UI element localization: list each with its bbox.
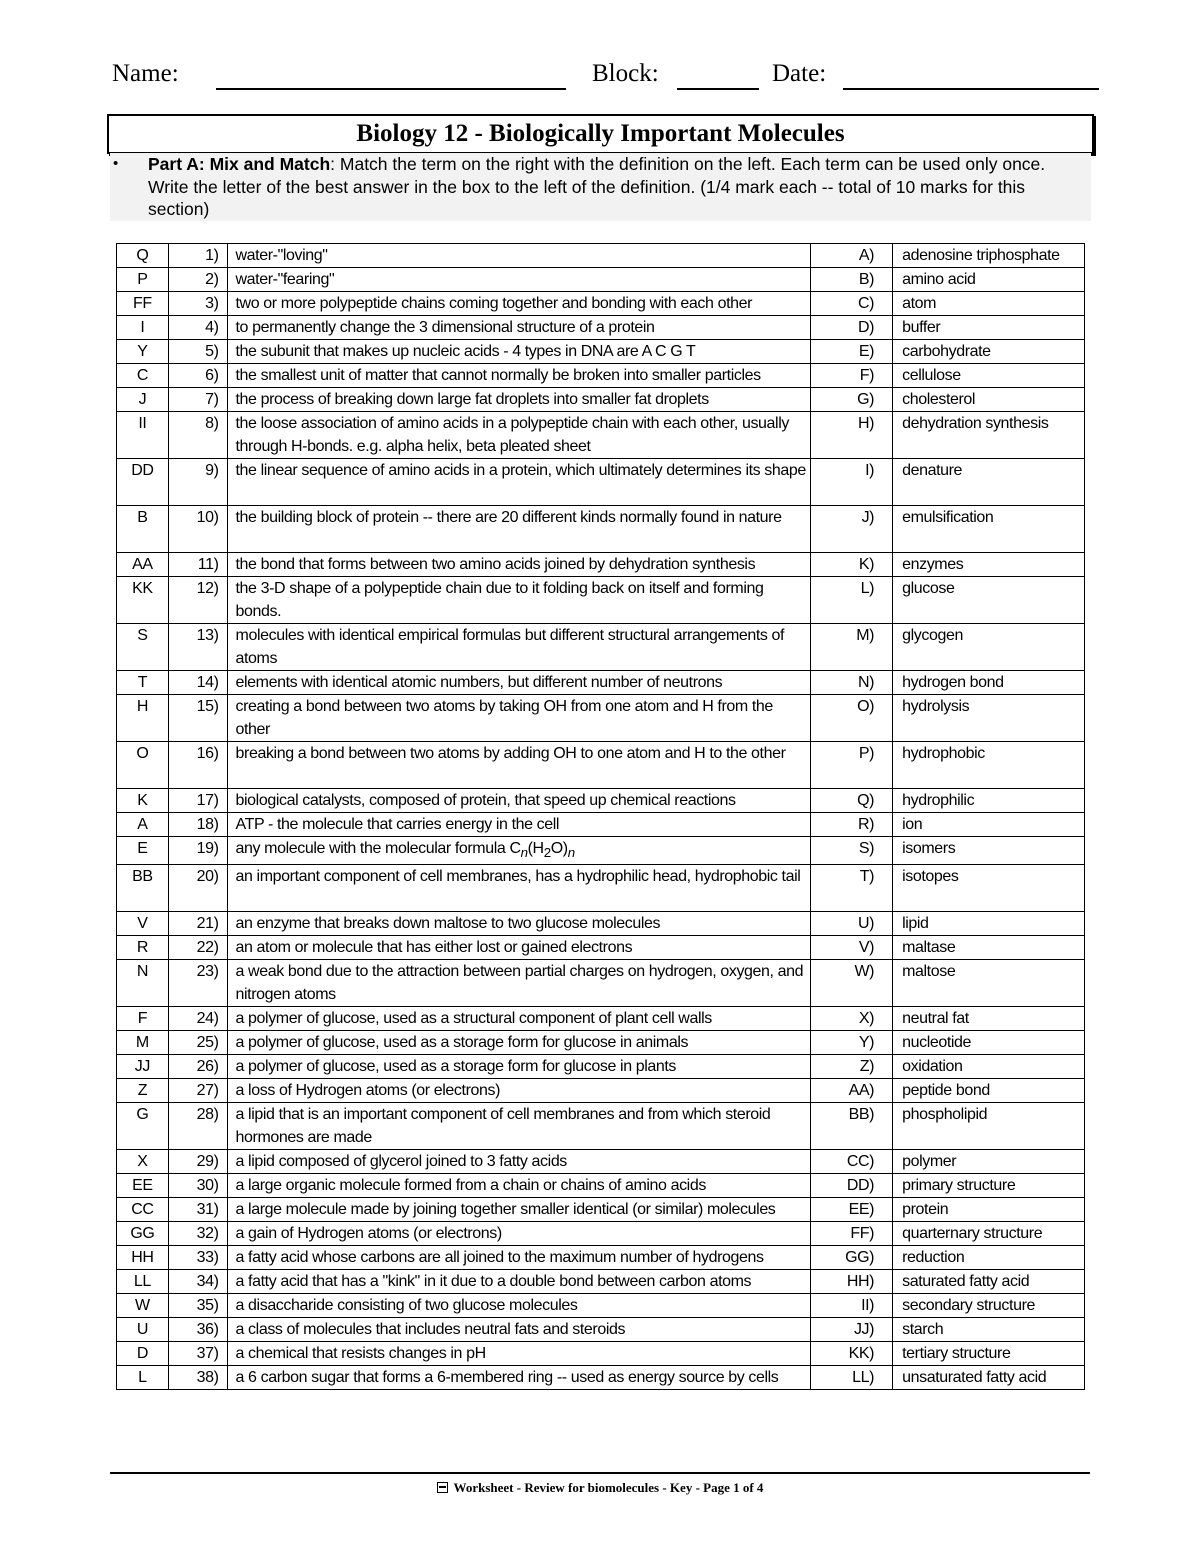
- answer-box[interactable]: FF: [117, 292, 169, 316]
- answer-box[interactable]: F: [117, 1007, 169, 1031]
- table-row: [117, 244, 1085, 268]
- question-number: 4): [168, 316, 227, 340]
- term-cell: saturated fatty acid: [893, 1270, 1085, 1294]
- term-letter: Q): [810, 789, 892, 813]
- question-number: 36): [168, 1318, 227, 1342]
- answer-box[interactable]: C: [117, 364, 169, 388]
- definition-cell: biological catalysts, composed of protein, that speed up chemical reactions: [227, 789, 810, 813]
- block-blank[interactable]: [677, 88, 759, 90]
- table-row: [117, 1150, 1085, 1174]
- definition-cell: any molecule with the molecular formula $C_n(H_2O)_n$: [227, 837, 810, 865]
- table-row: [117, 960, 1085, 1007]
- term-cell: denature: [893, 459, 1085, 506]
- question-number: 22): [168, 936, 227, 960]
- answer-box[interactable]: B: [117, 506, 169, 553]
- term-cell: cholesterol: [893, 388, 1085, 412]
- answer-box[interactable]: A: [117, 813, 169, 837]
- question-number: 33): [168, 1246, 227, 1270]
- term-letter: D): [810, 316, 892, 340]
- term-letter: M): [810, 624, 892, 671]
- answer-box[interactable]: AA: [117, 553, 169, 577]
- definition-cell: the subunit that makes up nucleic acids - 4 types in DNA are A C G T: [227, 340, 810, 364]
- definition-cell: an important component of cell membranes, has a hydrophilic head, hydrophobic tail: [227, 865, 810, 912]
- question-number: 6): [168, 364, 227, 388]
- instructions-body: : Match the term on the right with the definition on the left. Each term can be used only once. Write the letter of the best answer in the box to the left of the definition. (1/4 mark each -- total of 10 marks for this section): [148, 154, 1046, 219]
- question-number: 35): [168, 1294, 227, 1318]
- question-number: 32): [168, 1222, 227, 1246]
- term-cell: tertiary structure: [893, 1342, 1085, 1366]
- definition-cell: water-"fearing": [227, 268, 810, 292]
- term-cell: adenosine triphosphate: [893, 244, 1085, 268]
- table-row: [117, 316, 1085, 340]
- page-footer: [110, 1480, 1090, 1496]
- answer-box[interactable]: GG: [117, 1222, 169, 1246]
- term-cell: hydrolysis: [893, 695, 1085, 742]
- definition-cell: a fatty acid whose carbons are all joined to the maximum number of hydrogens: [227, 1246, 810, 1270]
- answer-box[interactable]: Q: [117, 244, 169, 268]
- table-row: [117, 364, 1085, 388]
- term-cell: peptide bond: [893, 1079, 1085, 1103]
- table-row: [117, 292, 1085, 316]
- term-letter: I): [810, 459, 892, 506]
- table-row: [117, 865, 1085, 912]
- answer-box[interactable]: R: [117, 936, 169, 960]
- definition-cell: a 6 carbon sugar that forms a 6-membered ring -- used as energy source by cells: [227, 1366, 810, 1390]
- table-row: [117, 1294, 1085, 1318]
- answer-box[interactable]: U: [117, 1318, 169, 1342]
- question-number: 9): [168, 459, 227, 506]
- table-row: [117, 412, 1085, 459]
- name-label: Name:: [112, 60, 179, 87]
- definition-cell: the bond that forms between two amino acids joined by dehydration synthesis: [227, 553, 810, 577]
- definition-cell: a chemical that resists changes in pH: [227, 1342, 810, 1366]
- question-number: 37): [168, 1342, 227, 1366]
- question-number: 1): [168, 244, 227, 268]
- definition-cell: a weak bond due to the attraction between partial charges on hydrogen, oxygen, and nitrogen atoms: [227, 960, 810, 1007]
- term-letter: H): [810, 412, 892, 459]
- definition-cell: elements with identical atomic numbers, but different number of neutrons: [227, 671, 810, 695]
- answer-box[interactable]: EE: [117, 1174, 169, 1198]
- block-label: Block:: [592, 60, 659, 87]
- answer-box[interactable]: K: [117, 789, 169, 813]
- question-number: 8): [168, 412, 227, 459]
- term-cell: cellulose: [893, 364, 1085, 388]
- instructions-heading: Part A: Mix and Match: [148, 154, 331, 174]
- answer-box[interactable]: X: [117, 1150, 169, 1174]
- term-letter: G): [810, 388, 892, 412]
- answer-box[interactable]: LL: [117, 1270, 169, 1294]
- term-cell: reduction: [893, 1246, 1085, 1270]
- answer-box[interactable]: L: [117, 1366, 169, 1390]
- term-cell: ion: [893, 813, 1085, 837]
- table-row: [117, 340, 1085, 364]
- date-blank[interactable]: [843, 88, 1099, 90]
- table-row: [117, 695, 1085, 742]
- term-letter: KK): [810, 1342, 892, 1366]
- table-row: [117, 837, 1085, 865]
- definition-cell: a lipid that is an important component of cell membranes and from which steroid hormones are made: [227, 1103, 810, 1150]
- term-letter: C): [810, 292, 892, 316]
- term-letter: A): [810, 244, 892, 268]
- table-row: [117, 1366, 1085, 1390]
- term-letter: K): [810, 553, 892, 577]
- definition-cell: water-"loving": [227, 244, 810, 268]
- definition-cell: the process of breaking down large fat droplets into smaller fat droplets: [227, 388, 810, 412]
- definition-cell: to permanently change the 3 dimensional structure of a protein: [227, 316, 810, 340]
- term-letter: JJ): [810, 1318, 892, 1342]
- definition-cell: a class of molecules that includes neutral fats and steroids: [227, 1318, 810, 1342]
- question-number: 21): [168, 912, 227, 936]
- molecular-formula: $C_n(H_2O)_n$: [509, 840, 575, 861]
- definition-cell: two or more polypeptide chains coming together and bonding with each other: [227, 292, 810, 316]
- answer-box[interactable]: S: [117, 624, 169, 671]
- term-cell: isotopes: [893, 865, 1085, 912]
- table-row: [117, 506, 1085, 553]
- table-row: [117, 577, 1085, 624]
- worksheet-title: Biology 12 - Biologically Important Molecules: [107, 114, 1094, 154]
- term-cell: isomers: [893, 837, 1085, 865]
- question-number: 24): [168, 1007, 227, 1031]
- term-cell: amino acid: [893, 268, 1085, 292]
- table-row: [117, 1318, 1085, 1342]
- table-row: [117, 1342, 1085, 1366]
- term-cell: carbohydrate: [893, 340, 1085, 364]
- term-cell: hydrophilic: [893, 789, 1085, 813]
- term-cell: polymer: [893, 1150, 1085, 1174]
- table-row: [117, 1007, 1085, 1031]
- definition-cell: the 3-D shape of a polypeptide chain due to it folding back on itself and forming bonds.: [227, 577, 810, 624]
- student-info-header: [112, 56, 1102, 96]
- definition-cell: a disaccharide consisting of two glucose molecules: [227, 1294, 810, 1318]
- term-letter: T): [810, 865, 892, 912]
- term-letter: E): [810, 340, 892, 364]
- question-number: 25): [168, 1031, 227, 1055]
- instructions-text: [148, 153, 1090, 221]
- term-letter: Y): [810, 1031, 892, 1055]
- question-number: 27): [168, 1079, 227, 1103]
- question-number: 17): [168, 789, 227, 813]
- term-letter: LL): [810, 1366, 892, 1390]
- answer-box[interactable]: BB: [117, 865, 169, 912]
- term-cell: hydrogen bond: [893, 671, 1085, 695]
- table-row: [117, 912, 1085, 936]
- definition-cell: a fatty acid that has a "kink" in it due to a double bond between carbon atoms: [227, 1270, 810, 1294]
- term-letter: U): [810, 912, 892, 936]
- answer-box[interactable]: E: [117, 837, 169, 865]
- question-number: 29): [168, 1150, 227, 1174]
- term-letter: R): [810, 813, 892, 837]
- term-letter: V): [810, 936, 892, 960]
- definition-cell: the smallest unit of matter that cannot normally be broken into smaller particles: [227, 364, 810, 388]
- answer-box[interactable]: KK: [117, 577, 169, 624]
- footer-text: Worksheet - Review for biomolecules - Key - Page 1 of 4: [453, 1480, 764, 1495]
- table-row: [117, 789, 1085, 813]
- definition-cell: creating a bond between two atoms by taking OH from one atom and H from the other: [227, 695, 810, 742]
- definition-cell: the linear sequence of amino acids in a protein, which ultimately determines its shape: [227, 459, 810, 506]
- answer-box[interactable]: V: [117, 912, 169, 936]
- footer-divider: [110, 1472, 1090, 1474]
- definition-cell: a large molecule made by joining together smaller identical (or similar) molecules: [227, 1198, 810, 1222]
- question-number: 3): [168, 292, 227, 316]
- answer-box[interactable]: Z: [117, 1079, 169, 1103]
- table-row: [117, 268, 1085, 292]
- answer-box[interactable]: JJ: [117, 1055, 169, 1079]
- question-number: 19): [168, 837, 227, 865]
- term-cell: oxidation: [893, 1055, 1085, 1079]
- table-row: [117, 671, 1085, 695]
- term-cell: glycogen: [893, 624, 1085, 671]
- term-letter: II): [810, 1294, 892, 1318]
- answer-box[interactable]: P: [117, 268, 169, 292]
- term-letter: GG): [810, 1246, 892, 1270]
- term-cell: lipid: [893, 912, 1085, 936]
- term-cell: glucose: [893, 577, 1085, 624]
- definition-cell: an enzyme that breaks down maltose to two glucose molecules: [227, 912, 810, 936]
- table-row: [117, 1246, 1085, 1270]
- question-number: 31): [168, 1198, 227, 1222]
- table-row: [117, 1222, 1085, 1246]
- definition-cell: a gain of Hydrogen atoms (or electrons): [227, 1222, 810, 1246]
- term-letter: S): [810, 837, 892, 865]
- table-row: [117, 1079, 1085, 1103]
- question-number: 38): [168, 1366, 227, 1390]
- answer-box[interactable]: T: [117, 671, 169, 695]
- answer-box[interactable]: I: [117, 316, 169, 340]
- table-row: [117, 388, 1085, 412]
- table-row: [117, 624, 1085, 671]
- answer-box[interactable]: M: [117, 1031, 169, 1055]
- term-cell: maltose: [893, 960, 1085, 1007]
- definition-cell: a polymer of glucose, used as a storage form for glucose in animals: [227, 1031, 810, 1055]
- question-number: 13): [168, 624, 227, 671]
- table-row: [117, 553, 1085, 577]
- question-number: 26): [168, 1055, 227, 1079]
- term-cell: hydrophobic: [893, 742, 1085, 789]
- term-cell: unsaturated fatty acid: [893, 1366, 1085, 1390]
- answer-box[interactable]: DD: [117, 459, 169, 506]
- question-number: 18): [168, 813, 227, 837]
- term-cell: buffer: [893, 316, 1085, 340]
- mix-and-match-table: [116, 243, 1085, 1390]
- term-cell: maltase: [893, 936, 1085, 960]
- term-letter: EE): [810, 1198, 892, 1222]
- term-letter: W): [810, 960, 892, 1007]
- instructions-box: [110, 153, 1091, 221]
- term-letter: B): [810, 268, 892, 292]
- term-cell: neutral fat: [893, 1007, 1085, 1031]
- table-row: [117, 936, 1085, 960]
- definition-cell: a loss of Hydrogen atoms (or electrons): [227, 1079, 810, 1103]
- table-row: [117, 1055, 1085, 1079]
- question-number: 16): [168, 742, 227, 789]
- question-number: 34): [168, 1270, 227, 1294]
- question-number: 5): [168, 340, 227, 364]
- date-label: Date:: [772, 60, 827, 87]
- definition-cell: a large organic molecule formed from a chain or chains of amino acids: [227, 1174, 810, 1198]
- question-number: 20): [168, 865, 227, 912]
- table-row: [117, 1270, 1085, 1294]
- answer-box[interactable]: G: [117, 1103, 169, 1150]
- term-letter: BB): [810, 1103, 892, 1150]
- term-letter: Z): [810, 1055, 892, 1079]
- term-letter: J): [810, 506, 892, 553]
- question-number: 10): [168, 506, 227, 553]
- answer-box[interactable]: J: [117, 388, 169, 412]
- table-row: [117, 1103, 1085, 1150]
- term-letter: P): [810, 742, 892, 789]
- question-number: 15): [168, 695, 227, 742]
- term-cell: nucleotide: [893, 1031, 1085, 1055]
- answer-box[interactable]: CC: [117, 1198, 169, 1222]
- answer-box[interactable]: O: [117, 742, 169, 789]
- question-number: 28): [168, 1103, 227, 1150]
- question-number: 23): [168, 960, 227, 1007]
- table-row: [117, 1174, 1085, 1198]
- term-letter: O): [810, 695, 892, 742]
- term-cell: enzymes: [893, 553, 1085, 577]
- table-row: [117, 813, 1085, 837]
- document-icon: [437, 1482, 448, 1493]
- term-cell: starch: [893, 1318, 1085, 1342]
- definition-cell: an atom or molecule that has either lost or gained electrons: [227, 936, 810, 960]
- term-letter: HH): [810, 1270, 892, 1294]
- definition-cell: breaking a bond between two atoms by adding OH to one atom and H to the other: [227, 742, 810, 789]
- name-blank[interactable]: [216, 88, 566, 90]
- term-letter: FF): [810, 1222, 892, 1246]
- definition-cell: ATP - the molecule that carries energy in the cell: [227, 813, 810, 837]
- definition-cell: a lipid composed of glycerol joined to 3 fatty acids: [227, 1150, 810, 1174]
- term-letter: F): [810, 364, 892, 388]
- term-cell: emulsification: [893, 506, 1085, 553]
- answer-box[interactable]: II: [117, 412, 169, 459]
- term-cell: secondary structure: [893, 1294, 1085, 1318]
- definition-cell: a polymer of glucose, used as a storage form for glucose in plants: [227, 1055, 810, 1079]
- term-cell: primary structure: [893, 1174, 1085, 1198]
- definition-cell: the building block of protein -- there are 20 different kinds normally found in nature: [227, 506, 810, 553]
- term-cell: dehydration synthesis: [893, 412, 1085, 459]
- term-letter: L): [810, 577, 892, 624]
- definition-cell: molecules with identical empirical formulas but different structural arrangements of atoms: [227, 624, 810, 671]
- answer-box[interactable]: Y: [117, 340, 169, 364]
- term-cell: quarternary structure: [893, 1222, 1085, 1246]
- table-row: [117, 459, 1085, 506]
- answer-box[interactable]: W: [117, 1294, 169, 1318]
- table-row: [117, 742, 1085, 789]
- question-number: 2): [168, 268, 227, 292]
- question-number: 7): [168, 388, 227, 412]
- term-letter: DD): [810, 1174, 892, 1198]
- definition-cell: the loose association of amino acids in a polypeptide chain with each other, usually through H-bonds. e.g. alpha helix, beta pleated sheet: [227, 412, 810, 459]
- term-letter: CC): [810, 1150, 892, 1174]
- question-number: 30): [168, 1174, 227, 1198]
- term-cell: atom: [893, 292, 1085, 316]
- term-letter: AA): [810, 1079, 892, 1103]
- answer-box[interactable]: H: [117, 695, 169, 742]
- term-cell: phospholipid: [893, 1103, 1085, 1150]
- definition-cell: a polymer of glucose, used as a structural component of plant cell walls: [227, 1007, 810, 1031]
- term-letter: N): [810, 671, 892, 695]
- table-row: [117, 1031, 1085, 1055]
- answer-box[interactable]: N: [117, 960, 169, 1007]
- question-number: 12): [168, 577, 227, 624]
- bullet-icon: •: [113, 155, 119, 172]
- answer-box[interactable]: HH: [117, 1246, 169, 1270]
- question-number: 11): [168, 553, 227, 577]
- question-number: 14): [168, 671, 227, 695]
- table-row: [117, 1198, 1085, 1222]
- term-letter: X): [810, 1007, 892, 1031]
- term-cell: protein: [893, 1198, 1085, 1222]
- answer-box[interactable]: D: [117, 1342, 169, 1366]
